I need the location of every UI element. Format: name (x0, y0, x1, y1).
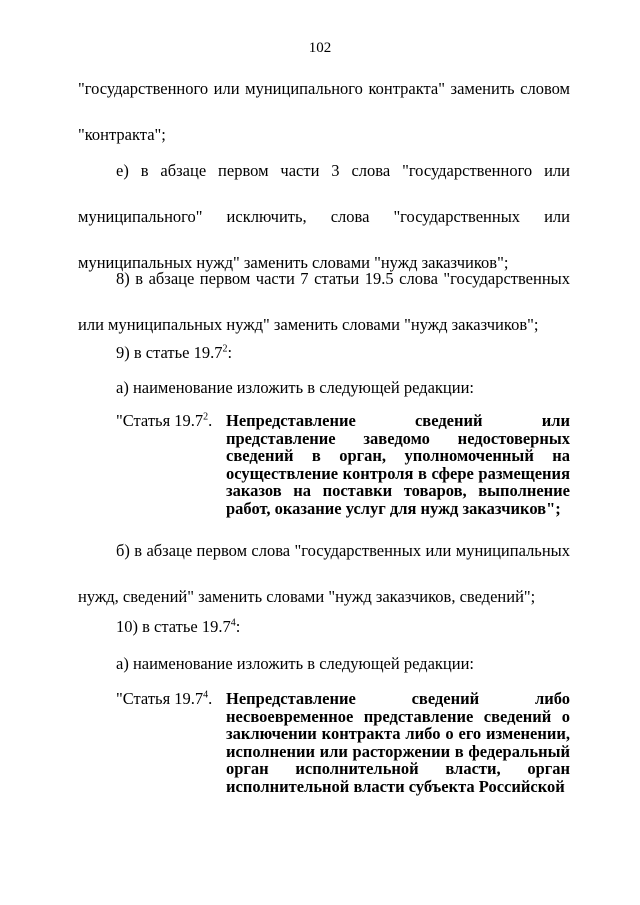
article-title-line: исполнении или расторжении в федеральный (226, 741, 570, 761)
paragraph-item-8: 8) в абзаце первом части 7 статьи 19.5 слова "государственных или муниципальных нужд" заменить словами "нужд заказчиков"; (78, 269, 570, 334)
article-label-text: "Статья 19.7 (116, 689, 204, 708)
paragraph-item-a-1: а) наименование изложить в следующей редакции: (116, 378, 474, 397)
article-title-line: заказов на поставки товаров, выполнение (226, 481, 570, 501)
page-number: 102 (308, 40, 332, 56)
article-title-line: представление заведомо недостоверных (226, 428, 570, 448)
item-10-superscript: 4 (230, 617, 236, 629)
article-label (116, 690, 212, 708)
paragraph-item-a-2: а) наименование изложить в следующей редакции: (116, 654, 474, 673)
article-label-superscript: 2 (203, 411, 209, 423)
article-title-line: осуществление контроля в сфере размещения (226, 463, 570, 483)
paragraph-item-e: е) в абзаце первом части 3 слова "государственного или муниципального" исключить, слова "государственных или муниципальных нужд" заменить словами "нужд заказчиков"; (78, 161, 570, 272)
article-label-dot: . (208, 689, 213, 708)
article-title-line: исполнительной власти субъекта Российской (226, 776, 565, 796)
paragraph-item-b: б) в абзаце первом слова "государственных или муниципальных нужд, сведений" заменить словами "нужд заказчиков, сведений"; (78, 541, 570, 606)
paragraph-contract-replacement: "государственного или муниципального контракта" заменить словом "контракта"; (78, 79, 570, 144)
article-label-superscript: 4 (203, 689, 209, 701)
item-9-colon: : (227, 343, 233, 362)
article-label (116, 412, 212, 430)
article-title-line: работ, оказание услуг для нужд заказчиков"; (226, 498, 561, 518)
article-title-line: сведений в орган, уполномоченный на (226, 446, 570, 466)
article-label-text: "Статья 19.7 (116, 411, 204, 430)
item-10-text: 10) в статье 19.7 (116, 617, 231, 636)
article-title (226, 690, 570, 796)
article-title-line: Непредставление сведений либо (226, 689, 570, 708)
item-9-superscript: 2 (222, 343, 228, 355)
article-label-dot: . (208, 411, 213, 430)
article-title-line: Непредставление сведений или (226, 411, 570, 430)
article-title-line: заключении контракта либо о его изменении, (226, 724, 570, 744)
article-title-line: орган исполнительной власти, орган (226, 759, 570, 779)
item-10-colon: : (235, 617, 241, 636)
article-title-line: несвоевременное представление сведений о (226, 706, 570, 726)
article-title (226, 412, 570, 518)
item-9-text: 9) в статье 19.7 (116, 343, 223, 362)
